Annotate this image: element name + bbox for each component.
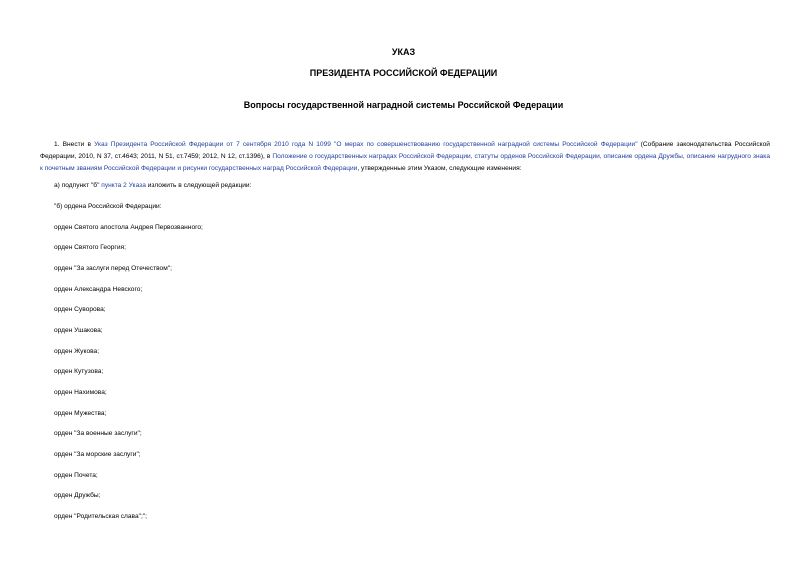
list-item: орден Кутузова; [54,368,104,375]
list-item: орден Святого Георгия; [54,244,126,251]
decree-point-2-link[interactable]: пункта 2 Указа [101,182,146,189]
document-issuer: ПРЕЗИДЕНТА РОССИЙСКОЙ ФЕДЕРАЦИИ [309,68,498,78]
list-item: орден Ушакова; [54,327,103,334]
list-item: орден Александра Невского; [54,286,143,293]
list-item: орден Нахимова; [54,389,107,396]
subpoint-a [54,181,251,191]
decree-1099-link[interactable]: Указ Президента Российской Федерации от 7 сентября 2010 года N 1099 "О мерах по совершенствованию государственной наградной системы Российской Федерации" [94,141,638,148]
document-subject: Вопросы государственной наградной системы Российской Федерации [243,100,564,110]
list-item: орден "За военные заслуги"; [54,430,142,437]
paragraph-1 [40,139,770,175]
list-item: орден "За заслуги перед Отечеством"; [54,265,172,272]
list-item: орден Дружбы; [54,492,101,499]
list-item: орден Суворова; [54,306,106,313]
list-item: орден Почета; [54,472,98,479]
list-item: орден "За морские заслуги"; [54,451,141,458]
subpoint-a-suffix: изложить в следующей редакции: [145,182,252,189]
paragraph-1-prefix: 1. Внести в [54,141,95,148]
list-item: орден Жукова; [54,348,100,355]
document-title: УКАЗ [391,47,416,57]
subpoint-a-prefix: а) подпункт "б" [54,182,102,189]
regulation-link[interactable]: Положение о государственных наградах Российской Федерации, статуты орденов Российской Федерации, описание ордена Дружбы, описание нагрудного знака к почетным званиям Российской Федерации и рисунки государственных наград Российской Федерации [40,153,770,172]
list-item: орден "Родительская слава";"; [54,513,147,520]
list-item: орден Мужества; [54,410,107,417]
paragraph-1-middle: (Собрание законодательства Российской Федерации, 2010, N 37, ст.4643; 2011, N 51, ст.7459; 2012, N 12, ст.1396), в [40,141,770,160]
paragraph-1-suffix: , утвержденные этим Указом, следующие изменения: [357,165,522,172]
orders-list-intro: "б) ордена Российской Федерации: [54,203,162,210]
list-item: орден Святого апостола Андрея Первозванного; [54,224,203,231]
